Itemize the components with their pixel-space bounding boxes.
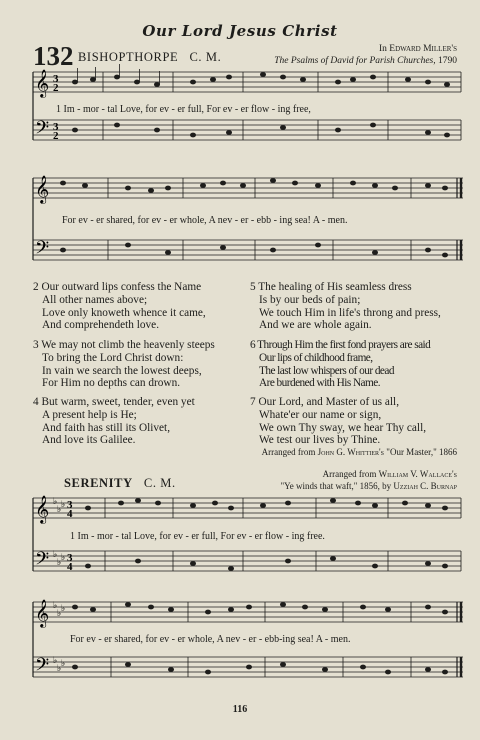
verse-line: 2 Our outward lips confess the Name bbox=[33, 281, 202, 293]
svg-text:4: 4 bbox=[67, 508, 73, 520]
hymn2-lyrics-line2: For ev - er shared, for ev - er whole, A nev - er - ebb-ing sea! A - men. bbox=[70, 634, 351, 645]
hymn1-lyrics-line1: 1 Im - mor - tal Love, for ev - er full, For ev - er flow - ing free, bbox=[56, 104, 311, 115]
tune-heading-bishopthorpe bbox=[78, 50, 221, 65]
svg-text:♭: ♭ bbox=[57, 558, 62, 568]
hymn1-lyrics-line2: For ev - er shared, for ev - er whole, A nev - er - ebb - ing sea! A - men. bbox=[62, 215, 348, 226]
tune-meter: C. M. bbox=[189, 50, 222, 64]
svg-text:𝄞: 𝄞 bbox=[35, 175, 50, 203]
svg-text:𝄢: 𝄢 bbox=[35, 549, 50, 574]
verse-line: All other names above; bbox=[42, 293, 148, 306]
verse-5 bbox=[250, 281, 441, 332]
svg-text:3: 3 bbox=[53, 121, 59, 133]
composer-credit bbox=[274, 44, 457, 67]
svg-text:𝄞: 𝄞 bbox=[35, 69, 50, 97]
svg-text:♭: ♭ bbox=[53, 601, 58, 611]
words-credit-prefix: Arranged from bbox=[261, 447, 318, 457]
verse-line: Our lips of childhood frame, bbox=[259, 351, 373, 364]
verse-line: 6 Through Him the first fond prayers are said bbox=[250, 339, 431, 351]
tune-name: SERENITY bbox=[64, 476, 133, 490]
svg-text:♭: ♭ bbox=[57, 609, 62, 619]
svg-text:3: 3 bbox=[67, 499, 73, 511]
svg-text:𝄢: 𝄢 bbox=[35, 118, 50, 143]
verse-7 bbox=[250, 396, 426, 447]
verse-line: Love only knoweth whence it came, bbox=[42, 306, 206, 319]
svg-text:2: 2 bbox=[53, 82, 59, 94]
tune-name: BISHOPTHORPE bbox=[78, 50, 179, 64]
svg-text:𝄞: 𝄞 bbox=[35, 599, 50, 627]
svg-text:♭: ♭ bbox=[53, 497, 58, 507]
arranger-credit-source: "Ye winds that waft," 1856, by bbox=[280, 480, 394, 491]
verse-line: 7 Our Lord, and Master of us all, bbox=[250, 396, 400, 408]
svg-text:♭: ♭ bbox=[53, 656, 58, 666]
svg-text:3: 3 bbox=[67, 552, 73, 564]
verse-line: We test our lives by Thine. bbox=[259, 434, 381, 447]
verse-line: And faith has still its Olivet, bbox=[42, 421, 171, 434]
verse-line: 5 The healing of His seamless dress bbox=[250, 281, 412, 293]
svg-text:♭: ♭ bbox=[61, 659, 66, 669]
svg-text:♭: ♭ bbox=[53, 550, 58, 560]
svg-text:♭: ♭ bbox=[61, 553, 66, 563]
verse-line: Is by our beds of pain; bbox=[259, 293, 361, 306]
svg-text:♭: ♭ bbox=[57, 664, 62, 674]
verse-line: Are burdened with His Name. bbox=[259, 377, 380, 390]
verse-line: And love its Galilee. bbox=[42, 434, 136, 447]
svg-text:♭: ♭ bbox=[61, 500, 66, 510]
verse-3 bbox=[33, 339, 215, 390]
credit-year: 1790 bbox=[438, 55, 457, 66]
credit-prefix: In bbox=[378, 44, 390, 54]
hymn-number: 132 bbox=[33, 41, 74, 71]
verse-4 bbox=[33, 396, 195, 447]
words-credit-source: "Our Master," 1866 bbox=[386, 447, 457, 457]
hymn2-lyrics-line1: 1 Im - mor - tal Love, for ev - er full, For ev - er flow - ing free. bbox=[70, 531, 325, 542]
svg-text:♭: ♭ bbox=[57, 505, 62, 515]
words-credit-name: John G. Whittier's bbox=[317, 447, 385, 457]
page-number: 116 bbox=[232, 704, 248, 715]
page-header-title: Our Lord Jesus Christ bbox=[142, 22, 338, 40]
verse-line: Whate'er our name or sign, bbox=[259, 408, 382, 421]
verse-line: And we are whole again. bbox=[259, 319, 372, 332]
words-credit bbox=[262, 447, 457, 457]
svg-text:𝄞: 𝄞 bbox=[35, 495, 50, 523]
arranger-name: Uzziah C. Burnap bbox=[393, 480, 457, 491]
verse-line: We touch Him in life's throng and press, bbox=[259, 306, 441, 319]
verse-6 bbox=[250, 339, 430, 390]
verse-line: The last low whispers of our dead bbox=[259, 364, 394, 377]
svg-text:♭: ♭ bbox=[61, 604, 66, 614]
verse-line: For Him no depths can drown. bbox=[42, 377, 181, 390]
verse-line: 4 But warm, sweet, tender, even yet bbox=[33, 396, 195, 408]
verse-line: We own Thy sway, we hear Thy call, bbox=[259, 421, 427, 434]
arranger-credit-name: William V. Wallace's bbox=[378, 469, 457, 479]
verse-2 bbox=[33, 281, 206, 332]
verse-line: 3 We may not climb the heavenly steeps bbox=[33, 339, 215, 351]
verse-line: In vain we search the lowest deeps, bbox=[42, 364, 202, 377]
svg-text:3: 3 bbox=[53, 73, 59, 85]
svg-text:2: 2 bbox=[53, 130, 59, 142]
svg-text:4: 4 bbox=[67, 561, 73, 573]
tune-meter: C. M. bbox=[143, 476, 176, 490]
arranger-credit-prefix: Arranged from bbox=[322, 469, 379, 479]
verse-line: A present help is He; bbox=[42, 408, 137, 421]
svg-text:𝄢: 𝄢 bbox=[35, 238, 50, 263]
credit-source: The Psalms of David for Parish Churches, bbox=[274, 55, 436, 66]
credit-name: Edward Miller's bbox=[389, 44, 457, 54]
svg-text:𝄢: 𝄢 bbox=[35, 655, 50, 680]
verse-line: And comprehendeth love. bbox=[42, 319, 160, 332]
verse-line: To bring the Lord Christ down: bbox=[42, 351, 184, 364]
